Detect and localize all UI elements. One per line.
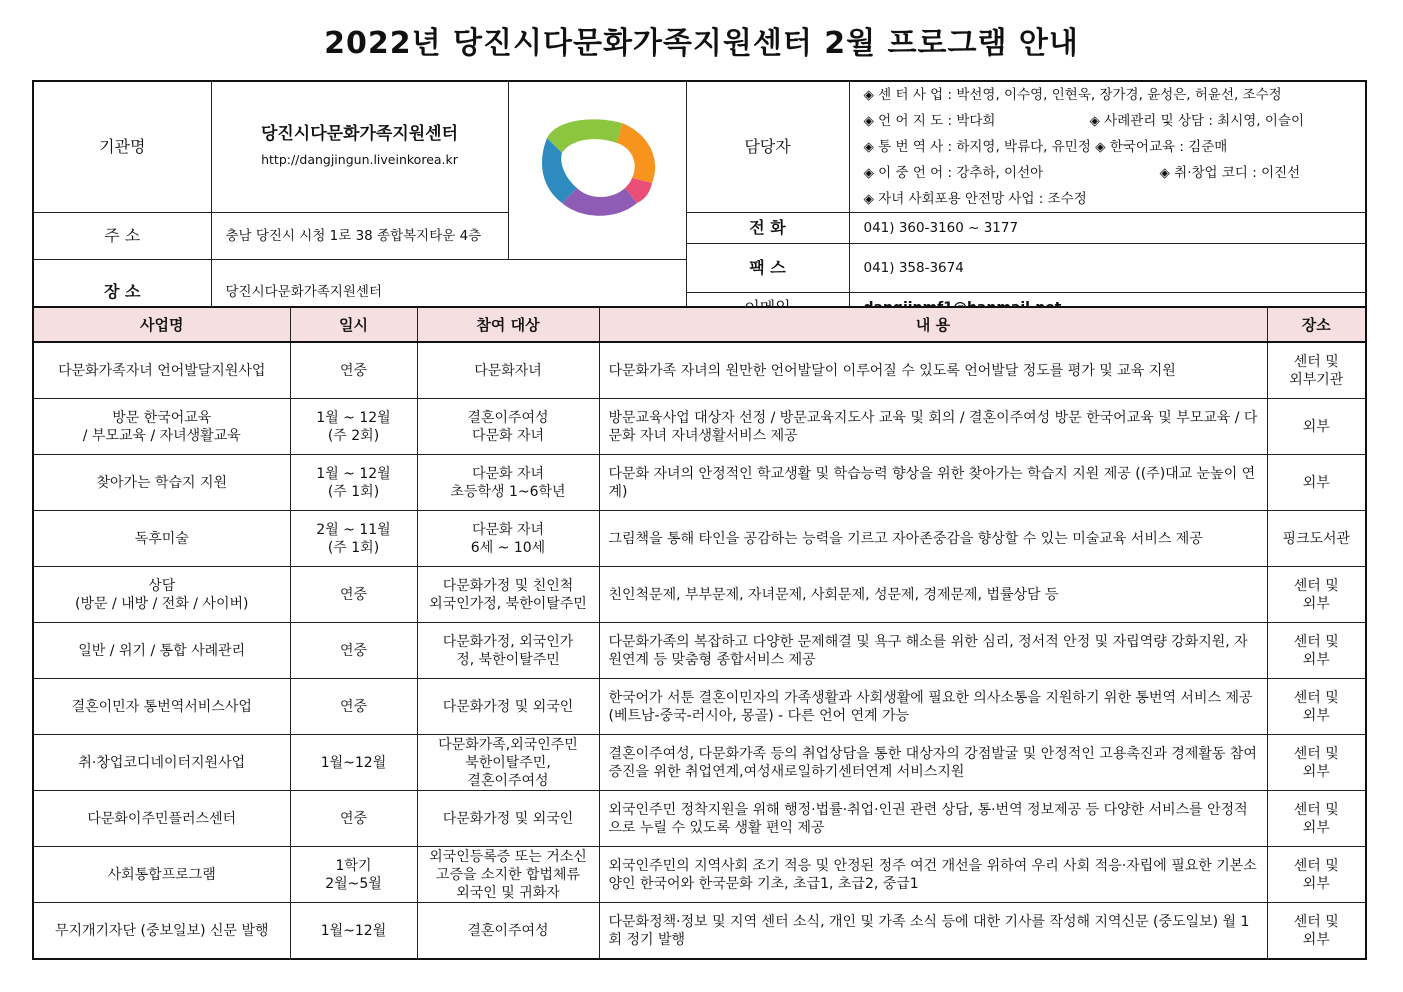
program-name: 다문화가족자녀 언어발달지원사업	[33, 342, 290, 399]
address-label: 주 소	[33, 213, 211, 260]
program-target: 결혼이주여성	[417, 903, 599, 960]
program-content: 외국인주민 정착지원을 위해 행정·법률·취업·인권 관련 상담, 통·번역 정보제공 등 다양한 서비스를 안정적으로 누릴 수 있도록 생활 편익 제공	[599, 791, 1267, 847]
program-date: 연중	[290, 567, 417, 623]
program-target: 다문화자녀	[417, 342, 599, 399]
program-row	[33, 791, 1366, 847]
program-target: 다문화가정 및 외국인	[417, 791, 599, 847]
program-name: 방문 한국어교육 / 부모교육 / 자녀생활교육	[33, 399, 290, 455]
program-date: 연중	[290, 623, 417, 679]
program-place: 핑크도서관	[1267, 511, 1366, 567]
program-date: 2월 ~ 11월 (주 1회)	[290, 511, 417, 567]
page-title: 2022년 당진시다문화가족지원센터 2월 프로그램 안내	[324, 26, 1079, 61]
program-content: 한국어가 서툰 결혼이민자의 가족생활과 사회생활에 필요한 의사소통을 지원하기 위한 통번역 서비스 제공(베트남-중국-러시아, 몽골) - 다른 언어 연계 가능	[599, 679, 1267, 735]
org-name: 당진시다문화가족지원센터	[260, 124, 459, 144]
program-name: 상담 (방문 / 내방 / 전화 / 사이버)	[33, 567, 290, 623]
program-row	[33, 679, 1366, 735]
program-place: 센터 및 외부	[1267, 735, 1366, 791]
program-target: 외국인등록증 또는 거소신 고증을 소지한 합법체류 외국인 및 귀화자	[417, 847, 599, 903]
phone-value: 041) 360-3160 ~ 3177	[849, 213, 1366, 244]
staff-line: ◈ 통 번 역 사 : 하지영, 박류다, 유민정 ◈ 한국어교육 : 김준매	[863, 139, 1228, 155]
program-date: 1월~12월	[290, 735, 417, 791]
program-date: 연중	[290, 342, 417, 399]
program-content: 다문화가족의 복잡하고 다양한 문제해결 및 욕구 해소를 위한 심리, 정서적 안정 및 자립역량 강화지원, 자원연계 등 맞춤형 종합서비스 제공	[599, 623, 1267, 679]
program-place: 센터 및 외부	[1267, 679, 1366, 735]
program-name: 무지개기자단 (중보일보) 신문 발행	[33, 903, 290, 960]
phone-label: 전 화	[686, 213, 849, 244]
org-url: http://dangjingun.liveinkorea.kr	[261, 152, 458, 167]
info-table	[32, 80, 1367, 326]
program-place: 센터 및 외부기관	[1267, 342, 1366, 399]
header-name: 사업명	[33, 307, 290, 342]
program-content: 다문화정책·정보 및 지역 센터 소식, 개인 및 가족 소식 등에 대한 기사를 작성해 지역신문 (중도일보) 월 1회 정기 발행	[599, 903, 1267, 960]
program-date: 1월 ~ 12월 (주 2회)	[290, 399, 417, 455]
program-row	[33, 342, 1366, 399]
program-target: 다문화가정, 외국인가 정, 북한이탈주민	[417, 623, 599, 679]
program-date: 1월 ~ 12월 (주 1회)	[290, 455, 417, 511]
org-cell	[211, 81, 508, 213]
program-place: 센터 및 외부	[1267, 903, 1366, 960]
program-place: 센터 및 외부	[1267, 623, 1366, 679]
program-row	[33, 455, 1366, 511]
staff-line: ◈ 이 중 언 어 : 강추하, 이선아 ◈ 취·창업 코디 : 이진선	[863, 165, 1301, 181]
staff-list	[849, 81, 1366, 213]
program-row	[33, 847, 1366, 903]
program-row	[33, 511, 1366, 567]
center-logo-icon	[527, 108, 667, 228]
program-table	[32, 306, 1367, 960]
fax-label: 팩 스	[686, 244, 849, 293]
logo-cell	[508, 81, 686, 260]
program-content: 그림책을 통해 타인을 공감하는 능력을 기르고 자아존중감을 향상할 수 있는 미술교육 서비스 제공	[599, 511, 1267, 567]
program-content: 방문교육사업 대상자 선정 / 방문교육지도사 교육 및 회의 / 결혼이주여성 방문 한국어교육 및 부모교육 / 다문화 자녀 자녀생활서비스 제공	[599, 399, 1267, 455]
program-target: 다문화 자녀 6세 ~ 10세	[417, 511, 599, 567]
staff-line: ◈ 언 어 지 도 : 박다희 ◈ 사례관리 및 상담 : 최시영, 이슬이	[863, 113, 1305, 129]
header-target: 참여 대상	[417, 307, 599, 342]
program-place: 센터 및 외부	[1267, 791, 1366, 847]
program-name: 다문화이주민플러스센터	[33, 791, 290, 847]
place-value: 당진시다문화가족지원센터	[211, 260, 686, 325]
program-content: 결혼이주여성, 다문화가족 등의 취업상담을 통한 대상자의 강점발굴 및 안정적인 고용촉진과 경제활동 참여 증진을 위한 취업연계,여성새로일하기센터연계 서비스지원	[599, 735, 1267, 791]
manager-label: 담당자	[686, 81, 849, 213]
program-target: 결혼이주여성 다문화 자녀	[417, 399, 599, 455]
program-row	[33, 567, 1366, 623]
staff-line: ◈ 자녀 사회포용 안전망 사업 : 조수정	[863, 191, 1087, 207]
address-value: 충남 당진시 시청 1로 38 종합복지타운 4층	[211, 213, 508, 260]
program-place: 센터 및 외부	[1267, 567, 1366, 623]
program-row	[33, 399, 1366, 455]
program-target: 다문화가정 및 친인척 외국인가정, 북한이탈주민	[417, 567, 599, 623]
program-name: 독후미술	[33, 511, 290, 567]
fax-value: 041) 358-3674	[849, 244, 1366, 293]
program-name: 일반 / 위기 / 통합 사례관리	[33, 623, 290, 679]
header-place: 장소	[1267, 307, 1366, 342]
program-row	[33, 903, 1366, 960]
program-name: 찾아가는 학습지 지원	[33, 455, 290, 511]
program-name: 취·창업코디네이터지원사업	[33, 735, 290, 791]
program-place: 센터 및 외부	[1267, 847, 1366, 903]
program-place: 외부	[1267, 455, 1366, 511]
program-target: 다문화 자녀 초등학생 1~6학년	[417, 455, 599, 511]
program-target: 다문화가정 및 외국인	[417, 679, 599, 735]
org-label: 기관명	[33, 81, 211, 213]
program-place: 외부	[1267, 399, 1366, 455]
program-date: 1월~12월	[290, 903, 417, 960]
program-content: 다문화가족 자녀의 원만한 언어발달이 이루어질 수 있도록 언어발달 정도를 평가 및 교육 지원	[599, 342, 1267, 399]
program-content: 외국인주민의 지역사회 조기 적응 및 안정된 정주 여건 개선을 위하여 우리 사회 적응·자립에 필요한 기본소양인 한국어와 한국문화 기초, 초급1, 초급2, 중급1	[599, 847, 1267, 903]
program-date: 1학기 2월~5월	[290, 847, 417, 903]
header-date: 일시	[290, 307, 417, 342]
program-content: 친인척문제, 부부문제, 자녀문제, 사회문제, 성문제, 경제문제, 법률상담 등	[599, 567, 1267, 623]
program-name: 결혼이민자 통번역서비스사업	[33, 679, 290, 735]
program-content: 다문화 자녀의 안정적인 학교생활 및 학습능력 향상을 위한 찾아가는 학습지 지원 제공 ((주)대교 눈높이 연계)	[599, 455, 1267, 511]
program-date: 연중	[290, 791, 417, 847]
program-row	[33, 735, 1366, 791]
program-row	[33, 623, 1366, 679]
staff-line: ◈ 센 터 사 업 : 박선영, 이수영, 인현욱, 장가경, 윤성은, 허윤선, 조수정	[863, 87, 1282, 103]
header-content: 내 용	[599, 307, 1267, 342]
place-label: 장 소	[33, 260, 211, 325]
program-date: 연중	[290, 679, 417, 735]
program-name: 사회통합프로그램	[33, 847, 290, 903]
program-target: 다문화가족,외국인주민 북한이탈주민, 결혼이주여성	[417, 735, 599, 791]
